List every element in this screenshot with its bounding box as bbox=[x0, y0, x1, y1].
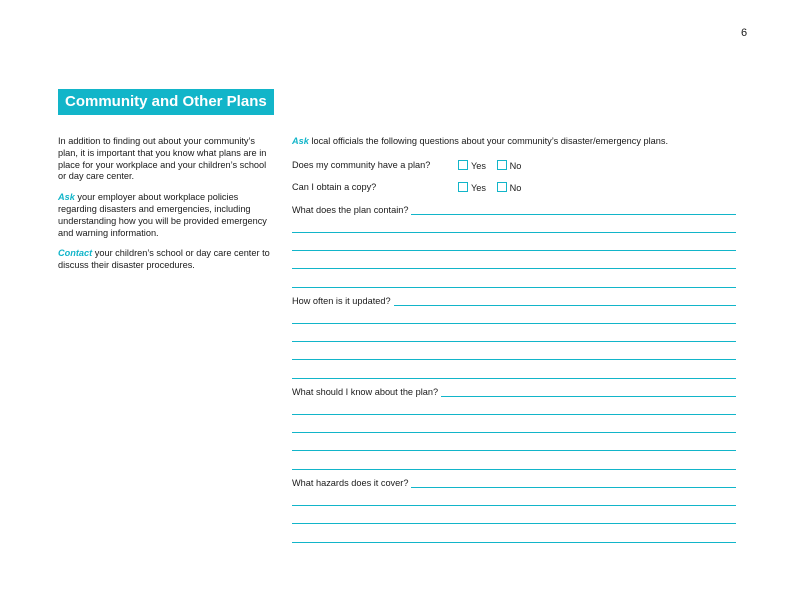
question-has-plan bbox=[292, 160, 430, 170]
ask-emphasis: Ask bbox=[58, 192, 75, 203]
contact-emphasis: Contact bbox=[58, 248, 93, 259]
plan-knowledge-line-4[interactable] bbox=[292, 450, 736, 451]
question-obtain-copy bbox=[292, 182, 376, 192]
hazards-label: What hazards does it cover? bbox=[292, 478, 411, 488]
hazards-line-3[interactable] bbox=[292, 523, 736, 524]
plan-contents-line-3[interactable] bbox=[292, 250, 736, 251]
question-has-plan-label: Does my community have a plan? bbox=[292, 160, 431, 170]
left-column bbox=[58, 136, 276, 281]
has-plan-no-label: No bbox=[509, 161, 522, 171]
plan-knowledge-label: What should I know about the plan? bbox=[292, 387, 441, 397]
plan-contents-line-4[interactable] bbox=[292, 268, 736, 269]
has-plan-yes-checkbox[interactable] bbox=[458, 160, 468, 170]
question-obtain-copy-label: Can I obtain a copy? bbox=[292, 182, 377, 192]
plan-contents-label: What does the plan contain? bbox=[292, 205, 411, 215]
questions-intro bbox=[292, 136, 668, 146]
has-plan-yes-label: Yes bbox=[471, 161, 486, 171]
update-frequency-line-5[interactable] bbox=[292, 378, 736, 379]
hazards-line-4[interactable] bbox=[292, 542, 736, 543]
page-number: 6 bbox=[741, 27, 748, 39]
section-title: Community and Other Plans bbox=[58, 89, 274, 115]
workplace-text: your employer about workplace policies regarding disasters and emergencies, including understanding how you will be provided emergency and warning information. bbox=[58, 192, 267, 238]
plan-knowledge-line-2[interactable] bbox=[292, 414, 736, 415]
plan-knowledge-line-5[interactable] bbox=[292, 469, 736, 470]
plan-contents-line-5[interactable] bbox=[292, 287, 736, 288]
ask-local-emphasis: Ask bbox=[292, 136, 309, 146]
workplace-paragraph bbox=[58, 192, 276, 239]
update-frequency-label: How often is it updated? bbox=[292, 296, 394, 306]
has-plan-no-checkbox[interactable] bbox=[497, 160, 507, 170]
update-frequency-line-3[interactable] bbox=[292, 341, 736, 342]
obtain-copy-options bbox=[458, 182, 529, 193]
plan-knowledge-line-3[interactable] bbox=[292, 432, 736, 433]
questions-intro-text: local officials the following questions about your community’s disaster/emergency plans. bbox=[308, 136, 669, 146]
update-frequency-line-4[interactable] bbox=[292, 359, 736, 360]
obtain-copy-no-label: No bbox=[509, 183, 522, 193]
school-paragraph bbox=[58, 248, 276, 272]
obtain-copy-yes-label: Yes bbox=[471, 183, 486, 193]
school-text: your children’s school or day care center to discuss their disaster procedures. bbox=[58, 248, 270, 271]
obtain-copy-no-checkbox[interactable] bbox=[497, 182, 507, 192]
hazards-line-2[interactable] bbox=[292, 505, 736, 506]
has-plan-options bbox=[458, 160, 529, 171]
plan-contents-line-2[interactable] bbox=[292, 232, 736, 233]
intro-paragraph: In addition to finding out about your community’s plan, it is important that you know what plans are in place for your workplace and your children’s school or day care center. bbox=[58, 136, 267, 182]
update-frequency-line-2[interactable] bbox=[292, 323, 736, 324]
obtain-copy-yes-checkbox[interactable] bbox=[458, 182, 468, 192]
